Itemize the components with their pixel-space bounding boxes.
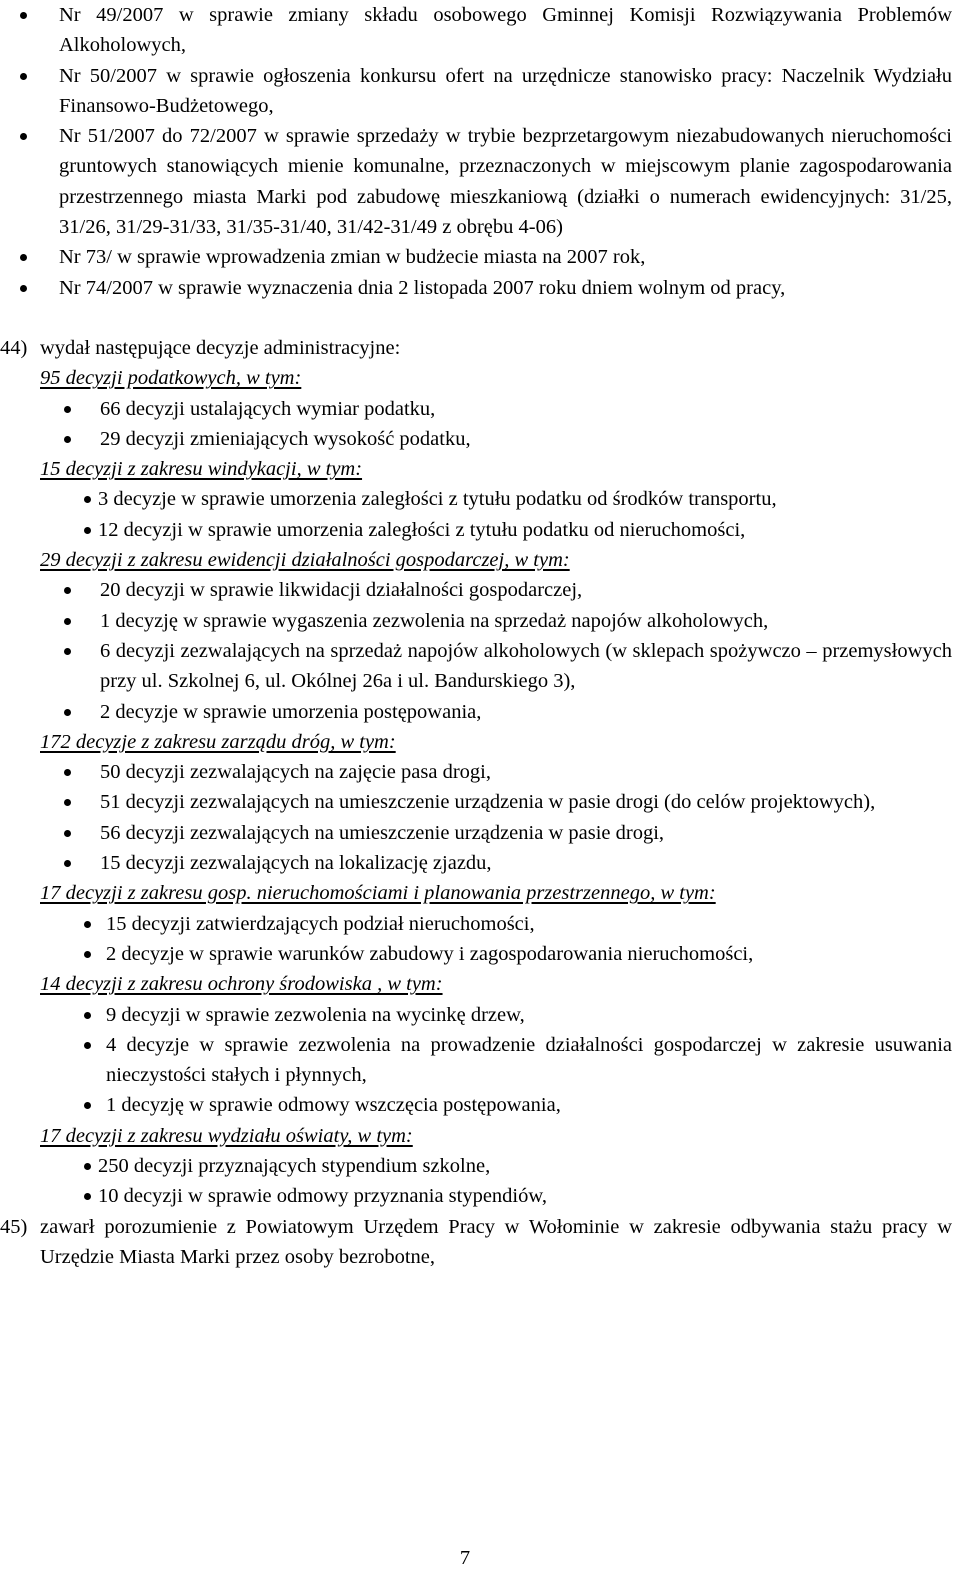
group-list bbox=[0, 1000, 960, 1121]
list-item: 15 decyzji zezwalających na lokalizację zjazdu, bbox=[0, 848, 960, 878]
list-item: 3 decyzje w sprawie umorzenia zaległości z tytułu podatku od środków transportu, bbox=[0, 484, 960, 514]
list-item: 12 decyzji w sprawie umorzenia zaległości z tytułu podatku od nieruchomości, bbox=[0, 515, 960, 545]
list-item: 29 decyzji zmieniających wysokość podatku, bbox=[0, 424, 960, 454]
list-item: 1 decyzję w sprawie odmowy wszczęcia postępowania, bbox=[0, 1090, 960, 1120]
list-item: 9 decyzji w sprawie zezwolenia na wycinkę drzew, bbox=[0, 1000, 960, 1030]
point-number: 44) bbox=[0, 336, 28, 359]
list-item: 50 decyzji zezwalających na zajęcie pasa drogi, bbox=[0, 757, 960, 787]
group-list bbox=[0, 484, 960, 545]
group-heading: 172 decyzje z zakresu zarządu dróg, w tym: bbox=[40, 730, 396, 753]
list-item: 2 decyzje w sprawie warunków zabudowy i zagospodarowania nieruchomości, bbox=[0, 939, 960, 969]
group-heading: 17 decyzji z zakresu wydziału oświaty, w tym: bbox=[40, 1124, 413, 1147]
group-list bbox=[0, 1151, 960, 1212]
list-item: Nr 73/ w sprawie wprowadzenia zmian w budżecie miasta na 2007 rok, bbox=[0, 242, 960, 272]
group-list bbox=[0, 394, 960, 455]
point-text: wydał następujące decyzje administracyjne: bbox=[40, 336, 401, 359]
page-number: 7 bbox=[459, 1547, 471, 1569]
list-item: 56 decyzji zezwalających na umieszczenie urządzenia w pasie drogi, bbox=[0, 818, 960, 848]
list-item: 1 decyzję w sprawie wygaszenia zezwolenia na sprzedaż napojów alkoholowych, bbox=[0, 606, 960, 636]
point-number: 45) bbox=[0, 1215, 28, 1238]
list-item: 20 decyzji w sprawie likwidacji działalności gospodarczej, bbox=[0, 575, 960, 605]
list-item: 2 decyzje w sprawie umorzenia postępowania, bbox=[0, 697, 960, 727]
list-item: 10 decyzji w sprawie odmowy przyznania stypendiów, bbox=[0, 1181, 960, 1211]
point-44 bbox=[0, 333, 960, 363]
group-list bbox=[0, 575, 960, 726]
group-list bbox=[0, 757, 960, 878]
point-text: zawarł porozumienie z Powiatowym Urzędem Pracy w Wołominie w zakresie odbywania stażu pracy w Urzędzie Miasta Marki przez osoby bezrobotne, bbox=[40, 1215, 952, 1268]
list-item: Nr 50/2007 w sprawie ogłoszenia konkursu ofert na urzędnicze stanowisko pracy: Naczelnik Wydziału Finansowo-Budżetowego, bbox=[0, 61, 960, 122]
list-item: 6 decyzji zezwalających na sprzedaż napojów alkoholowych (w sklepach spożywczo – przemysłowych przy ul. Szkolnej 6, ul. Okólnej 26a i ul. Bandurskiego 3), bbox=[0, 636, 960, 697]
group-heading: 14 decyzji z zakresu ochrony środowiska , w tym: bbox=[40, 973, 443, 996]
list-item: Nr 74/2007 w sprawie wyznaczenia dnia 2 listopada 2007 roku dniem wolnym od pracy, bbox=[0, 273, 960, 303]
point-45 bbox=[0, 1212, 960, 1273]
list-item: Nr 49/2007 w sprawie zmiany składu osobowego Gminnej Komisji Rozwiązywania Problemów Alkoholowych, bbox=[0, 0, 960, 61]
list-item: 250 decyzji przyznających stypendium szkolne, bbox=[0, 1151, 960, 1181]
list-item: 66 decyzji ustalających wymiar podatku, bbox=[0, 394, 960, 424]
group-heading: 17 decyzji z zakresu gosp. nieruchomościami i planowania przestrzennego, w tym: bbox=[40, 882, 716, 905]
list-item: Nr 51/2007 do 72/2007 w sprawie sprzedaży w trybie bezprzetargowym niezabudowanych nieruchomości gruntowych stanowiących mienie komunalne, przeznaczonych w miejscowym planie zagospodarowania przestrzennego miasta Marki pod zabudowę mieszkaniową (działki o numerach ewidencyjnych: 31/25, 31/26, 31/29-31/33, 31/35-31/40, 31/42-31/49 z obrębu 4-06) bbox=[0, 121, 960, 242]
group-list bbox=[0, 909, 960, 970]
group-heading: 29 decyzji z zakresu ewidencji działalności gospodarczej, w tym: bbox=[40, 549, 570, 572]
group-heading: 15 decyzji z zakresu windykacji, w tym: bbox=[40, 458, 363, 481]
list-item: 15 decyzji zatwierdzających podział nieruchomości, bbox=[0, 909, 960, 939]
list-item: 51 decyzji zezwalających na umieszczenie urządzenia w pasie drogi (do celów projektowych), bbox=[0, 787, 960, 817]
list-item: 4 decyzje w sprawie zezwolenia na prowadzenie działalności gospodarczej w zakresie usuwania nieczystości stałych i płynnych, bbox=[0, 1030, 960, 1091]
group-heading: 95 decyzji podatkowych, w tym: bbox=[40, 367, 302, 390]
resolutions-list bbox=[0, 0, 960, 303]
